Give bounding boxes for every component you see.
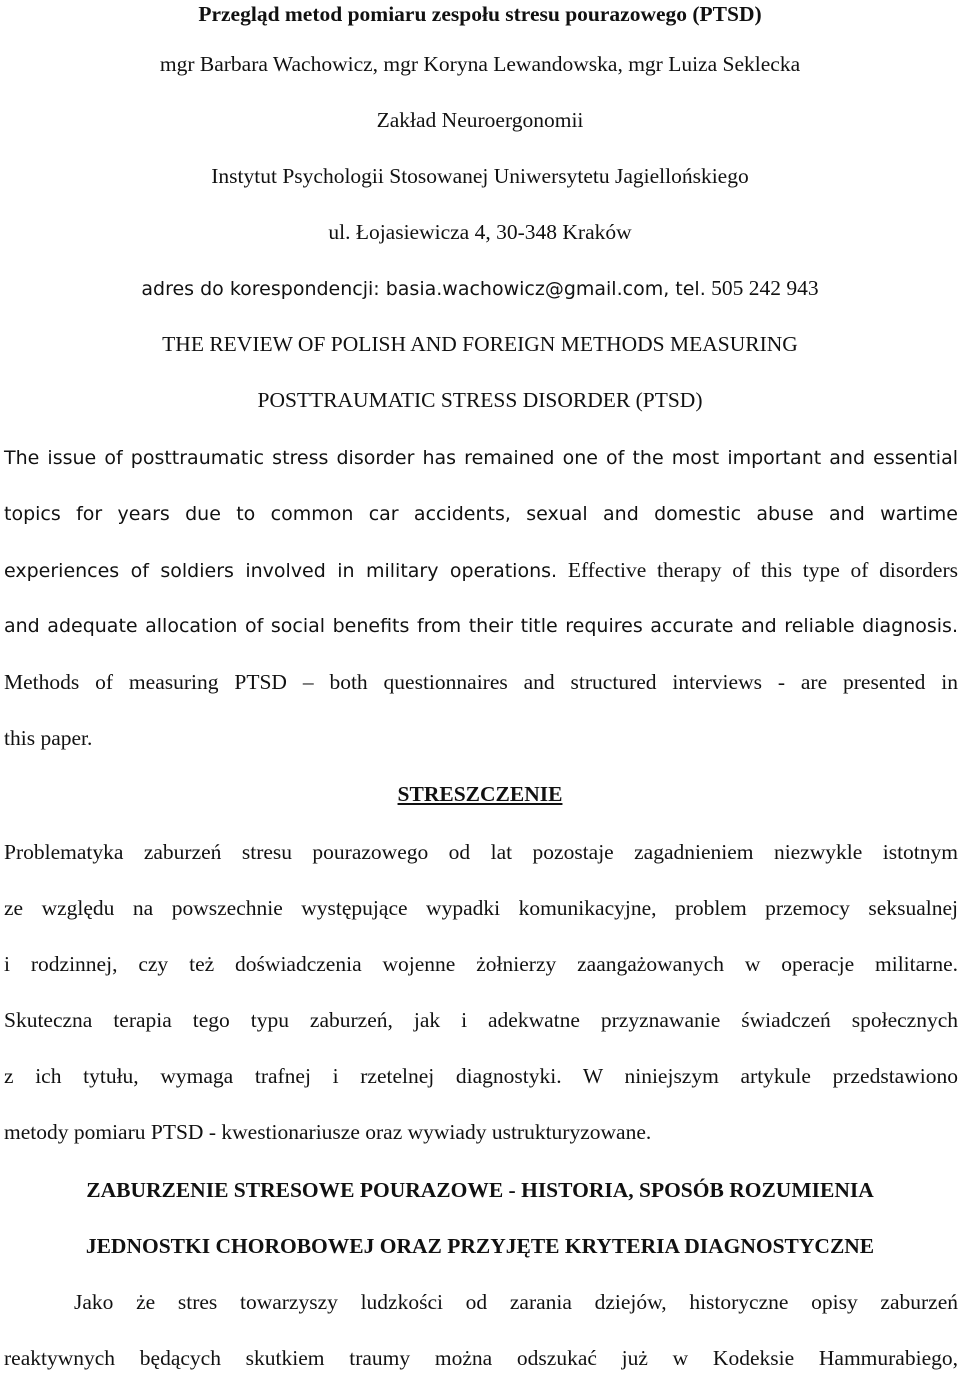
abstract-en-line-1: The issue of posttraumatic stress disorder has remained one of the most important and essential [4, 447, 958, 469]
english-title-line-1: THE REVIEW OF POLISH AND FOREIGN METHODS MEASURING [162, 332, 798, 356]
abstract-pl-line-5b: W niniejszym artykule przedstawiono [582, 1064, 958, 1088]
section-heading-line-2: JEDNOSTKI CHOROBOWEJ ORAZ PRZYJĘTE KRYTERIA DIAGNOSTYCZNE [85, 1234, 875, 1258]
abstract-pl-line-6: metody pomiaru PTSD - kwestionariusze oraz wywiady ustrukturyzowane. [4, 1120, 652, 1144]
abstract-en-line-4: and adequate allocation of social benefits from their title requires accurate and reliable diagnosis. [4, 615, 958, 637]
authors: mgr Barbara Wachowicz, mgr Koryna Lewandowska, mgr Luiza Seklecka [159, 52, 801, 76]
section-body-line-2: reaktywnych będących skutkiem traumy można odszukać już w Kodeksie Hammurabiego, [4, 1346, 958, 1370]
section-body-line-1: Jako że stres towarzyszy ludzkości od zarania dziejów, historyczne opisy zaburzeń [74, 1290, 958, 1314]
abstract-en-line-3a: experiences of soldiers involved in military operations. [4, 560, 558, 582]
correspondence-email: adres do korespondencji: basia.wachowicz@gmail.com, tel. [141, 278, 706, 300]
address: ul. Łojasiewicza 4, 30-348 Kraków [328, 220, 632, 244]
institute: Instytut Psychologii Stosowanej Uniwersytetu Jagiellońskiego [211, 164, 749, 188]
section-heading-line-1: ZABURZENIE STRESOWE POURAZOWE - HISTORIA, SPOSÓB ROZUMIENIA [86, 1178, 874, 1202]
correspondence [0, 274, 960, 303]
abstract-pl-line-5a: z ich tytułu, wymaga trafnej i rzetelnej diagnostyki. [4, 1064, 562, 1088]
abstract-pl-line-4: Skuteczna terapia tego typu zaburzeń, jak i adekwatne przyznawanie świadczeń społecznych [4, 1008, 958, 1032]
abstract-en-line-5: Methods of measuring PTSD – both questionnaires and structured interviews - are presented in [4, 670, 958, 694]
abstract-en-line-3b: Effective therapy of this type of disorders [567, 558, 958, 582]
paper-title: Przegląd metod pomiaru zespołu stresu pourazowego (PTSD) [198, 2, 762, 26]
correspondence-phone: 505 242 943 [711, 276, 819, 300]
abstract-pl-line-5 [4, 1062, 958, 1090]
abstract-en-line-2: topics for years due to common car accidents, sexual and domestic abuse and wartime [4, 503, 958, 525]
abstract-en-line-6: this paper. [4, 726, 93, 750]
abstract-pl-line-1: Problematyka zaburzeń stresu pourazowego od lat pozostaje zagadnieniem niezwykle istotnym [4, 840, 958, 864]
abstract-en-line-3 [4, 556, 958, 585]
abstract-pl-line-2: ze względu na powszechnie występujące wypadki komunikacyjne, problem przemocy seksualnej [4, 896, 958, 920]
english-title-line-2: POSTTRAUMATIC STRESS DISORDER (PTSD) [257, 388, 703, 412]
department: Zakład Neuroergonomii [376, 108, 584, 132]
streszczenie-heading: STRESZCZENIE [397, 782, 563, 806]
abstract-pl-line-3: i rodzinnej, czy też doświadczenia wojenne żołnierzy zaangażowanych w operacje militarne. [4, 952, 958, 976]
